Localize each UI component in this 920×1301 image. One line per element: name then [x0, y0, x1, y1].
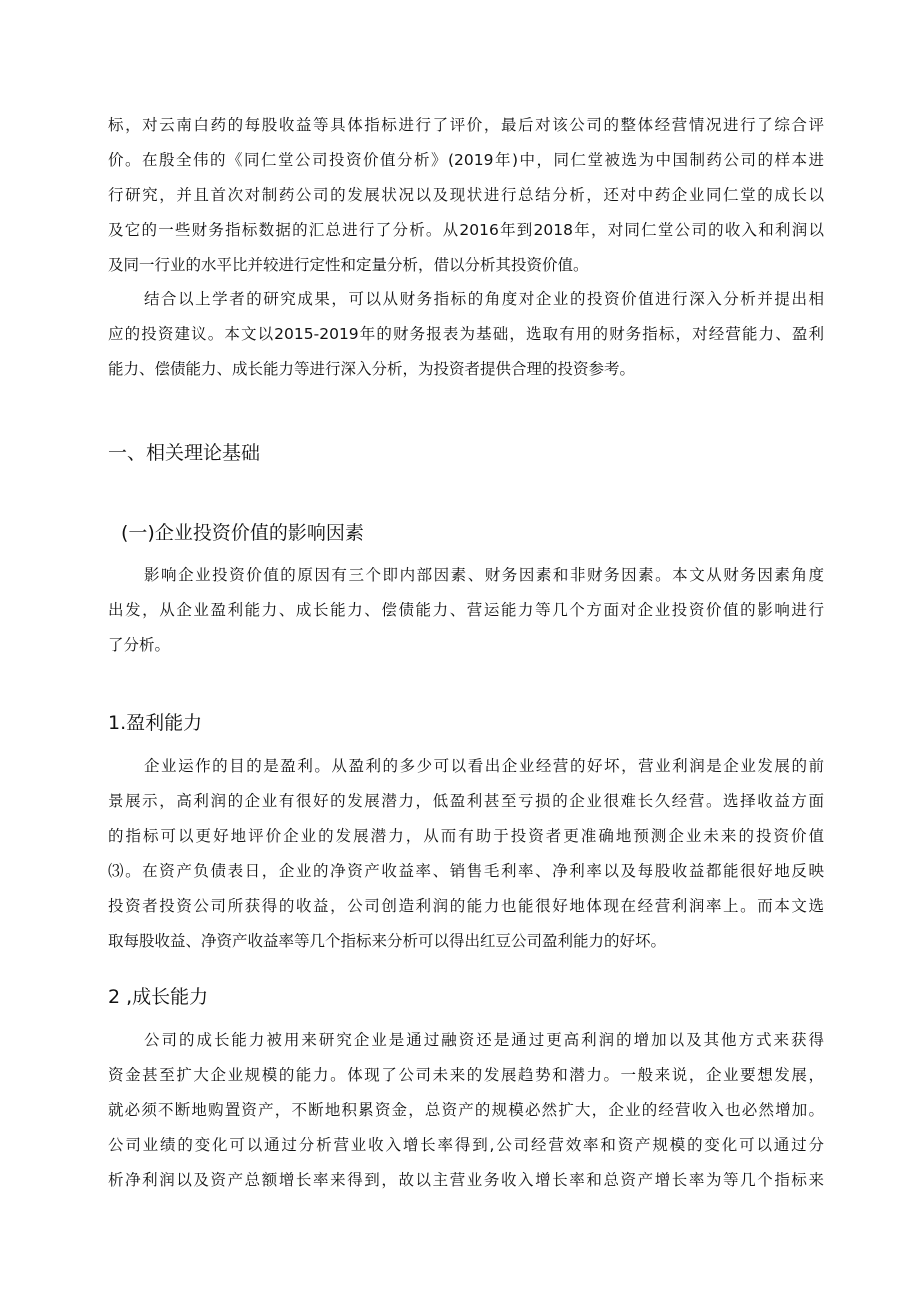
text-line: 公司的成长能力被用来研究企业是通过融资还是通过更高利润的增加以及其他方式来获得: [144, 1031, 824, 1049]
text-line: 就必须不断地购置资产，不断地积累资金，总资产的规模必然扩大，企业的经营收入也必然增加。: [108, 1101, 824, 1119]
text-line: ⑶。在资产负债表日，企业的净资产收益率、销售毛利率、净利率以及每股收益都能很好地反映: [108, 862, 824, 880]
text-line: 的指标可以更好地评价企业的发展潜力，从而有助于投资者更准确地预测企业未来的投资价值: [108, 827, 824, 845]
text-line: 及它的一些财务指标数据的汇总进行了分析。从2016年到2018年，对同仁堂公司的收入和利润以: [108, 221, 824, 239]
text-line: 及同一行业的水平比并较进行定性和定量分析，借以分析其投资价值。: [108, 256, 589, 274]
text-line: 了分析。: [108, 636, 171, 654]
text-line: 结合以上学者的研究成果，可以从财务指标的角度对企业的投资价值进行深入分析并提出相: [144, 290, 824, 308]
text-line: 标，对云南白药的每股收益等具体指标进行了评价，最后对该公司的整体经营情况进行了综合评: [108, 116, 824, 134]
heading-profitability: 1.盈利能力: [108, 712, 203, 734]
text-line: 公司业绩的变化可以通过分析营业收入增长率得到,公司经营效率和资产规模的变化可以通过分: [108, 1136, 824, 1154]
text-line: 价。在殷全伟的《同仁堂公司投资价值分析》(2019年)中，同仁堂被选为中国制药公司的样本进: [108, 151, 824, 169]
subsection-title: (一)企业投资价值的影响因素: [121, 522, 364, 544]
text-line: 出发，从企业盈利能力、成长能力、偿债能力、营运能力等几个方面对企业投资价值的影响进行: [108, 601, 824, 619]
text-line: 取每股收益、净资产收益率等几个指标来分析可以得出红豆公司盈利能力的好坏。: [108, 932, 667, 950]
text-line: 应的投资建议。本文以2015-2019年的财务报表为基础，选取有用的财务指标，对经营能力、盈利: [108, 325, 824, 343]
text-line: 行研究，并且首次对制药公司的发展状况以及现状进行总结分析，还对中药企业同仁堂的成长以: [108, 186, 824, 204]
text-line: 景展示，高利润的企业有很好的发展潜力，低盈利甚至亏损的企业很难长久经营。选择收益方面: [108, 792, 824, 810]
text-line: 资金甚至扩大企业规模的能力。体现了公司未来的发展趋势和潜力。一般来说，企业要想发展，: [108, 1066, 824, 1084]
text-line: 影响企业投资价值的原因有三个即内部因素、财务因素和非财务因素。本文从财务因素角度: [144, 566, 824, 584]
section-title: 一、相关理论基础: [108, 442, 261, 464]
text-line: 能力、偿债能力、成长能力等进行深入分析，为投资者提供合理的投资参考。: [108, 360, 636, 378]
heading-growth: 2 ,成长能力: [108, 986, 209, 1008]
text-line: 投资者投资公司所获得的收益，公司创造利润的能力也能很好地体现在经营利润率上。而本文选: [108, 897, 824, 915]
text-line: 析净利润以及资产总额增长率来得到，故以主营业务收入增长率和总资产增长率为等几个指标来: [108, 1171, 824, 1189]
text-line: 企业运作的目的是盈利。从盈利的多少可以看出企业经营的好坏，营业利润是企业发展的前: [144, 757, 824, 775]
